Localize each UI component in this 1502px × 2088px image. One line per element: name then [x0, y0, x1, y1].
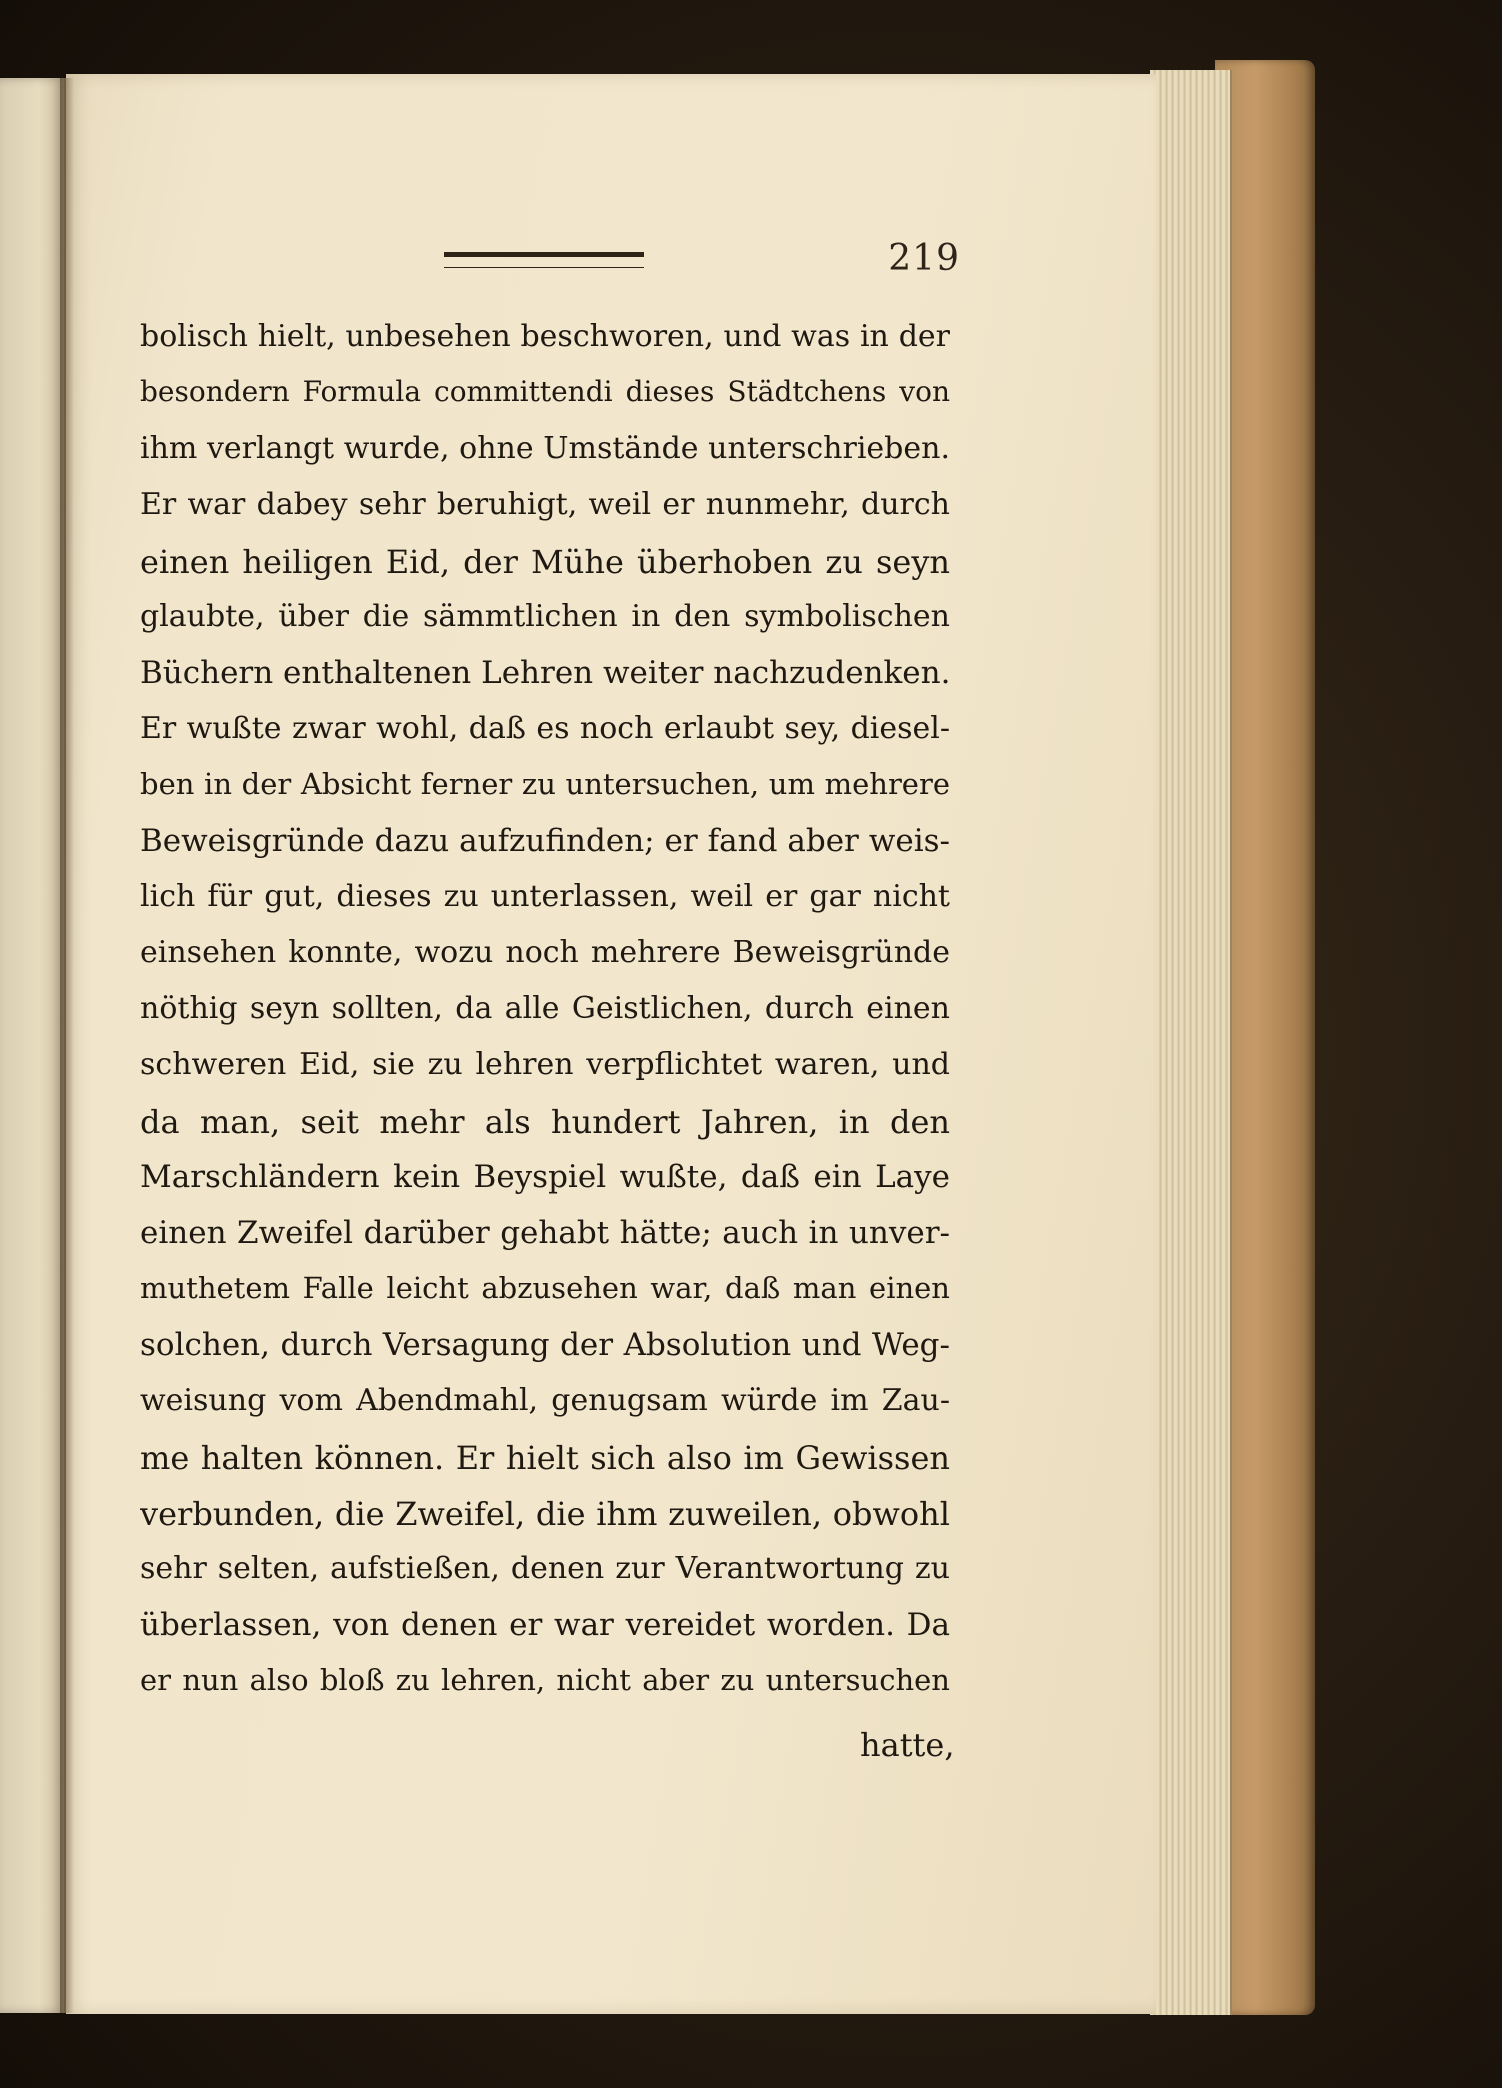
- text-line: Beweisgründe dazu aufzufinden; er fand aber weis-: [140, 826, 950, 859]
- text-line: Marschländern kein Beyspiel wußte, daß ein Laye: [140, 1162, 950, 1195]
- catchword: hatte,: [860, 1726, 955, 1764]
- spine-shadow: [60, 78, 74, 2013]
- left-page-edge: [0, 78, 66, 2013]
- text-line: sehr selten, aufstießen, denen zur Verantwortung zu: [140, 1554, 950, 1586]
- text-line: me halten können. Er hielt sich also im Gewissen: [140, 1442, 950, 1477]
- page-stack-edges: [1150, 70, 1232, 2015]
- text-line: nöthig seyn sollten, da alle Geistlichen, durch einen: [140, 994, 950, 1026]
- text-line: ihm verlangt wurde, ohne Umstände unterschrieben.: [140, 434, 950, 466]
- header-ornament-rule: [444, 252, 644, 268]
- text-line: Büchern enthaltenen Lehren weiter nachzudenken.: [140, 658, 950, 691]
- text-line: verbunden, die Zweifel, die ihm zuweilen, obwohl: [140, 1498, 950, 1533]
- text-line: da man, seit mehr als hundert Jahren, in den: [140, 1106, 950, 1141]
- page-number: 219: [888, 238, 960, 279]
- text-line: bolisch hielt, unbesehen beschworen, und was in der: [140, 322, 950, 354]
- text-line: glaubte, über die sämmtlichen in den symbolischen: [140, 602, 950, 634]
- text-line: einsehen konnte, wozu noch mehrere Beweisgründe: [140, 938, 950, 970]
- text-line: weisung vom Abendmahl, genugsam würde im Zau-: [140, 1386, 950, 1418]
- text-line: besondern Formula committendi dieses Städtchens von: [140, 378, 950, 408]
- text-line: schweren Eid, sie zu lehren verpflichtet waren, und: [140, 1050, 950, 1082]
- text-line: lich für gut, dieses zu unterlassen, weil er gar nicht: [140, 882, 950, 914]
- text-line: muthetem Falle leicht abzusehen war, daß man einen: [140, 1274, 950, 1305]
- text-line: einen heiligen Eid, der Mühe überhoben zu seyn: [140, 546, 950, 581]
- text-line: ben in der Absicht ferner zu untersuchen, um mehrere: [140, 770, 950, 801]
- text-line: einen Zweifel darüber gehabt hätte; auch in unver-: [140, 1218, 950, 1251]
- text-line: Er wußte zwar wohl, daß es noch erlaubt sey, diesel-: [140, 714, 950, 746]
- text-line: Er war dabey sehr beruhigt, weil er nunmehr, durch: [140, 490, 950, 522]
- text-line: überlassen, von denen er war vereidet worden. Da: [140, 1610, 950, 1643]
- text-line: er nun also bloß zu lehren, nicht aber zu untersuchen: [140, 1666, 950, 1697]
- text-line: solchen, durch Versagung der Absolution und Weg-: [140, 1330, 950, 1363]
